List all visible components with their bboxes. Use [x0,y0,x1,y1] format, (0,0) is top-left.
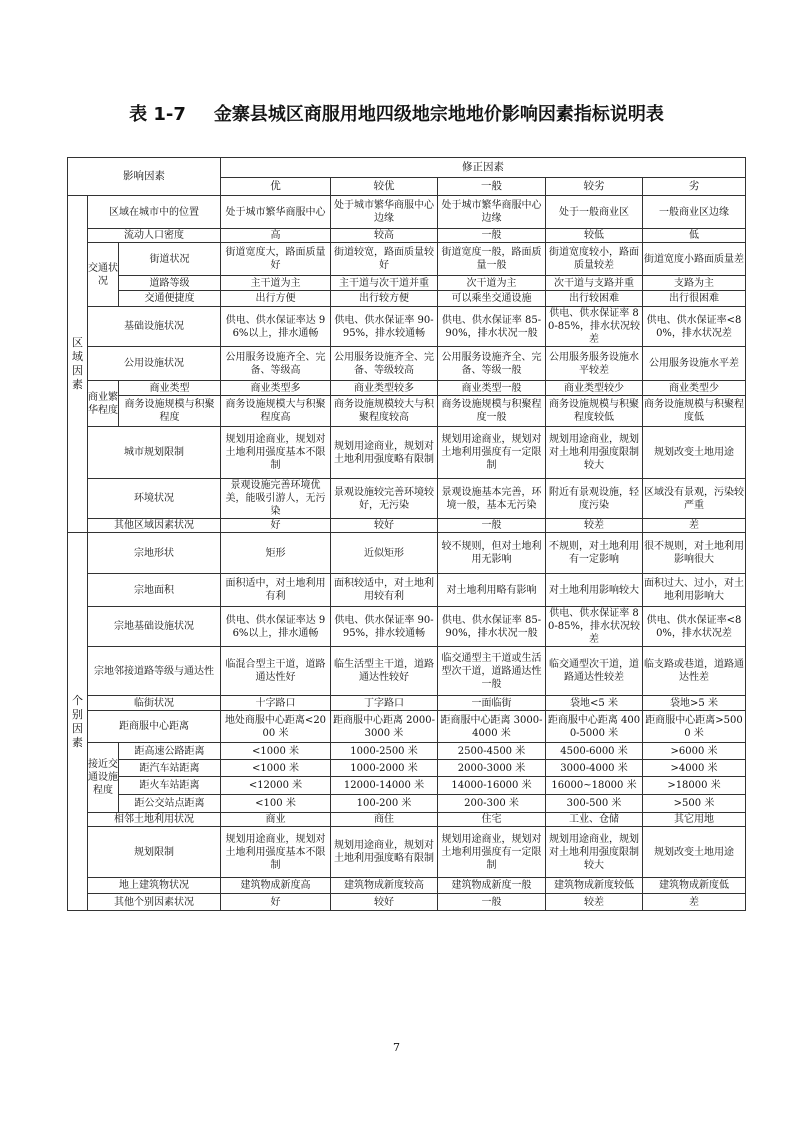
value-poor: 一般商业区边缘 [643,196,746,229]
value-poor: 很不规则，对土地利用影响很大 [643,533,746,574]
value-excellent: 商业类型多 [221,381,331,396]
factor-name: 基础设施状况 [88,307,221,347]
factor-name: 其他个别因素状况 [88,894,221,911]
factor-name: 商务设施规模与积聚程度 [119,396,221,427]
value-average: 一面临街 [438,696,546,711]
value-good: 街道较宽，路面质量较好 [331,243,438,276]
value-good: 较好 [331,519,438,533]
table-header [68,158,746,196]
value-good: 面积较适中，对土地利用较有利 [331,574,438,607]
value-excellent: 地处商服中心距离<2000 米 [221,711,331,743]
factor-row [68,381,746,396]
value-fair: 16000~18000 米 [546,777,643,795]
value-average: 供电、供水保证率 85-90%，排水状况一般 [438,607,546,647]
value-fair: 临交通型次干道，道路通达性较差 [546,647,643,696]
value-average: 住宅 [438,813,546,827]
factor-name: 流动人口密度 [88,229,221,243]
factor-name: 宗地邻接道路等级与通达性 [88,647,221,696]
value-poor: 供电、供水保证率<80%，排水状况差 [643,307,746,347]
value-average: 200-300 米 [438,795,546,813]
value-fair: 处于一般商业区 [546,196,643,229]
value-excellent: 出行方便 [221,291,331,307]
value-average: 一般 [438,894,546,911]
value-excellent: 处于城市繁华商服中心 [221,196,331,229]
factor-row [68,777,746,795]
factor-name: 交通便捷度 [119,291,221,307]
factor-row [68,878,746,894]
factor-row [68,894,746,911]
value-good: 1000-2000 米 [331,760,438,777]
value-fair: 较差 [546,519,643,533]
value-average: 可以乘坐交通设施 [438,291,546,307]
value-good: 12000-14000 米 [331,777,438,795]
value-fair: 对土地利用影响较大 [546,574,643,607]
value-good: 供电、供水保证率 90-95%，排水较通畅 [331,307,438,347]
value-excellent: <1000 米 [221,760,331,777]
factor-name: 宗地基础设施状况 [88,607,221,647]
value-poor: 其它用地 [643,813,746,827]
header-grade-fair: 较劣 [546,178,643,196]
factor-name: 其他区域因素状况 [88,519,221,533]
value-good: 出行较方便 [331,291,438,307]
factor-row [68,574,746,607]
header-grade-excellent: 优 [221,178,331,196]
value-excellent: 好 [221,894,331,911]
factor-group-label: 商业繁华程度 [88,381,119,427]
value-average: 一般 [438,229,546,243]
value-poor: 建筑物成新度低 [643,878,746,894]
value-average: 景观设施基本完善，环境一般，基本无污染 [438,479,546,519]
value-poor: >18000 米 [643,777,746,795]
value-good: 规划用途商业，规划对土地利用强度略有限制 [331,827,438,878]
value-average: 公用服务设施齐全、完备、等级一般 [438,347,546,381]
value-good: 临生活型主干道，道路通达性较好 [331,647,438,696]
value-average: 一般 [438,519,546,533]
value-excellent: 面积适中，对土地利用有利 [221,574,331,607]
factor-name: 街道状况 [119,243,221,276]
value-good: 较好 [331,894,438,911]
value-average: 建筑物成新度一般 [438,878,546,894]
value-average: 对土地利用略有影响 [438,574,546,607]
value-fair: 4500-6000 米 [546,743,643,760]
factor-name: 道路等级 [119,276,221,291]
value-poor: 出行很困难 [643,291,746,307]
factor-name: 环境状况 [88,479,221,519]
factor-name: 宗地形状 [88,533,221,574]
value-good: 景观设施较完善环境较好，无污染 [331,479,438,519]
value-poor: 距商服中心距离>5000 米 [643,711,746,743]
value-average: 2500-4500 米 [438,743,546,760]
factor-row [68,347,746,381]
value-excellent: 景观设施完善环境优美，能吸引游人，无污染 [221,479,331,519]
value-poor: 差 [643,894,746,911]
value-average: 临交通型主干道或生活型次干道，道路通达性一般 [438,647,546,696]
value-fair: 出行较困难 [546,291,643,307]
value-good: 100-200 米 [331,795,438,813]
value-poor: 商务设施规模与积聚程度低 [643,396,746,427]
value-fair: 建筑物成新度较低 [546,878,643,894]
value-good: 1000-2500 米 [331,743,438,760]
value-excellent: 十字路口 [221,696,331,711]
section-label: 个别因素 [68,533,88,911]
factor-name: 距汽车站距离 [119,760,221,777]
value-average: 商业类型一般 [438,381,546,396]
factor-name: 公用设施状况 [88,347,221,381]
value-good: 建筑物成新度较高 [331,878,438,894]
value-good: 较高 [331,229,438,243]
factor-row [68,519,746,533]
value-excellent: <100 米 [221,795,331,813]
value-poor: 街道宽度小路面质量差 [643,243,746,276]
value-poor: 袋地>5 米 [643,696,746,711]
value-good: 商住 [331,813,438,827]
value-poor: 差 [643,519,746,533]
factor-row [68,427,746,479]
value-poor: 商业类型少 [643,381,746,396]
factor-name: 距火车站距离 [119,777,221,795]
value-fair: 供电、供水保证率 80-85%，排水状况较差 [546,607,643,647]
value-average: 商务设施规模与积聚程度一般 [438,396,546,427]
value-fair: 3000-4000 米 [546,760,643,777]
value-excellent: 临混合型主干道，道路通达性好 [221,647,331,696]
factor-row [68,276,746,291]
factor-name: 相邻土地利用状况 [88,813,221,827]
value-fair: 规划用途商业，规划对土地利用强度限制较大 [546,427,643,479]
value-excellent: 建筑物成新度高 [221,878,331,894]
factor-row [68,479,746,519]
value-fair: 袋地<5 米 [546,696,643,711]
value-good: 距商服中心距离 2000-3000 米 [331,711,438,743]
factor-row [68,607,746,647]
table-title-text: 金寨县城区商服用地四级地宗地地价影响因素指标说明表 [213,104,664,125]
value-average: 街道宽度一般，路面质量一般 [438,243,546,276]
header-grade-poor: 劣 [643,178,746,196]
value-good: 规划用途商业，规划对土地利用强度略有限制 [331,427,438,479]
value-excellent: 规划用途商业，规划对土地利用强度基本不限制 [221,827,331,878]
factor-row [68,795,746,813]
factor-name: 距公交站点距离 [119,795,221,813]
value-excellent: 矩形 [221,533,331,574]
value-fair: 较低 [546,229,643,243]
value-poor: 规划改变土地用途 [643,427,746,479]
value-fair: 商务设施规模与积聚程度较低 [546,396,643,427]
factor-name: 地上建筑物状况 [88,878,221,894]
value-excellent: 商业 [221,813,331,827]
factor-table [67,157,746,911]
factor-row [68,647,746,696]
value-poor: >4000 米 [643,760,746,777]
value-fair: 次干道与支路并重 [546,276,643,291]
value-average: 处于城市繁华商服中心边缘 [438,196,546,229]
value-good: 商业类型较多 [331,381,438,396]
value-fair: 公用服务服务设施水平较差 [546,347,643,381]
header-correction: 修正因素 [221,158,746,178]
factor-row [68,827,746,878]
value-poor: >6000 米 [643,743,746,760]
value-average: 较不规则，但对土地利用无影响 [438,533,546,574]
value-average: 2000-3000 米 [438,760,546,777]
factor-name: 临街状况 [88,696,221,711]
factor-row [68,396,746,427]
value-fair: 商业类型较少 [546,381,643,396]
value-excellent: <1000 米 [221,743,331,760]
document-title [0,102,793,128]
header-grade-good: 较优 [331,178,438,196]
header-row [68,158,746,178]
value-excellent: 规划用途商业，规划对土地利用强度基本不限制 [221,427,331,479]
factor-group-label: 接近交通设施程度 [88,743,119,813]
value-poor: 临支路或巷道，道路通达性差 [643,647,746,696]
value-good: 近似矩形 [331,533,438,574]
value-average: 距商服中心距离 3000-4000 米 [438,711,546,743]
value-excellent: 主干道为主 [221,276,331,291]
value-poor: 面积过大、过小，对土地利用影响大 [643,574,746,607]
value-good: 供电、供水保证率 90-95%，排水较通畅 [331,607,438,647]
value-excellent: 公用服务设施齐全、完备、等级高 [221,347,331,381]
page-number: 7 [393,1041,400,1054]
value-excellent: 供电、供水保证率达 96%以上，排水通畅 [221,607,331,647]
value-poor: 供电、供水保证率<80%，排水状况差 [643,607,746,647]
factor-name: 规划限制 [88,827,221,878]
value-poor: >500 米 [643,795,746,813]
header-grade-average: 一般 [438,178,546,196]
value-average: 规划用途商业，规划对土地利用强度有一定限制 [438,827,546,878]
value-good: 丁字路口 [331,696,438,711]
value-fair: 300-500 米 [546,795,643,813]
value-excellent: 高 [221,229,331,243]
value-excellent: <12000 米 [221,777,331,795]
value-fair: 规划用途商业，规划对土地利用强度限制较大 [546,827,643,878]
value-poor: 规划改变土地用途 [643,827,746,878]
factor-row [68,533,746,574]
value-poor: 公用服务设施水平差 [643,347,746,381]
factor-row [68,196,746,229]
value-good: 商务设施规模较大与积聚程度较高 [331,396,438,427]
factor-row [68,711,746,743]
value-average: 规划用途商业，规划对土地利用强度有一定限制 [438,427,546,479]
value-excellent: 好 [221,519,331,533]
factor-name: 宗地面积 [88,574,221,607]
factor-name: 区域在城市中的位置 [88,196,221,229]
value-good: 处于城市繁华商服中心边缘 [331,196,438,229]
factor-row [68,291,746,307]
value-average: 次干道为主 [438,276,546,291]
value-fair: 较差 [546,894,643,911]
factor-row [68,243,746,276]
factor-row [68,743,746,760]
factor-group-label: 交通状况 [88,243,119,307]
value-average: 14000-16000 米 [438,777,546,795]
factor-row [68,696,746,711]
factor-name: 商业类型 [119,381,221,396]
value-average: 供电、供水保证率 85-90%，排水状况一般 [438,307,546,347]
factor-row [68,307,746,347]
factor-name: 距商服中心距离 [88,711,221,743]
value-fair: 不规则，对土地利用有一定影响 [546,533,643,574]
factor-row [68,229,746,243]
section-label: 区域因素 [68,196,88,533]
value-fair: 附近有景观设施，轻度污染 [546,479,643,519]
table-number: 表 1-7 [129,104,186,125]
value-fair: 距商服中心距离 4000-5000 米 [546,711,643,743]
value-excellent: 商务设施规模大与积聚程度高 [221,396,331,427]
value-poor: 低 [643,229,746,243]
header-factor: 影响因素 [68,158,221,196]
factor-name: 距高速公路距离 [119,743,221,760]
factor-table-body [68,196,746,911]
value-fair: 街道宽度较小，路面质量较差 [546,243,643,276]
factor-row [68,813,746,827]
value-excellent: 供电、供水保证率达 96%以上，排水通畅 [221,307,331,347]
factor-row [68,760,746,777]
factor-name: 城市规划限制 [88,427,221,479]
value-good: 公用服务设施齐全、完备、等级较高 [331,347,438,381]
value-poor: 区域没有景观，污染较严重 [643,479,746,519]
value-poor: 支路为主 [643,276,746,291]
value-fair: 供电、供水保证率 80-85%，排水状况较差 [546,307,643,347]
value-fair: 工业、仓储 [546,813,643,827]
value-excellent: 街道宽度大，路面质量好 [221,243,331,276]
value-good: 主干道与次干道并重 [331,276,438,291]
